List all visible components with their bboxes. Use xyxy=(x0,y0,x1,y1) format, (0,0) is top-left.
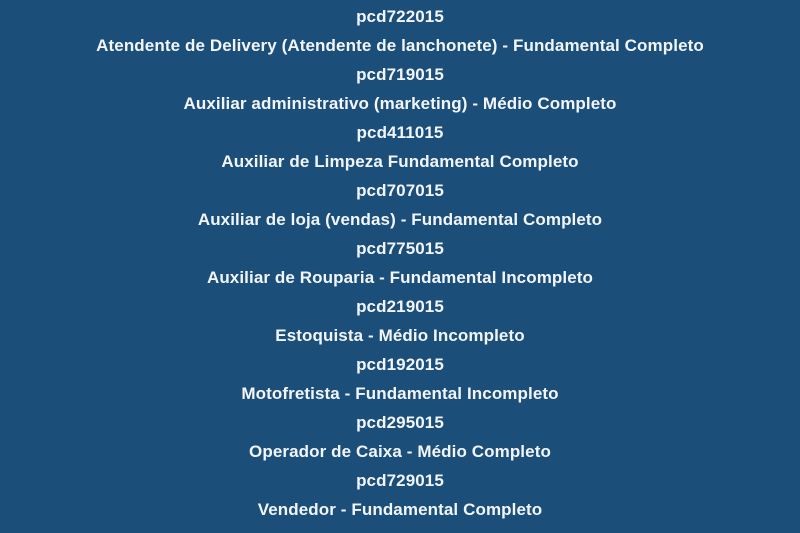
job-code: pcd775015 xyxy=(356,239,444,258)
job-code: pcd219015 xyxy=(356,297,444,316)
job-title: Estoquista - Médio Incompleto xyxy=(275,326,525,345)
job-code: pcd192015 xyxy=(356,355,444,374)
job-code: pcd411015 xyxy=(356,123,444,142)
job-title: Auxiliar de Limpeza Fundamental Completo xyxy=(221,152,579,171)
job-title: Auxiliar de Rouparia - Fundamental Incompleto xyxy=(206,268,594,287)
job-title: Atendente de Delivery (Atendente de lanchonete) - Fundamental Completo xyxy=(96,36,704,55)
job-code: pcd707015 xyxy=(356,181,444,200)
job-code: pcd729015 xyxy=(356,471,444,490)
job-title: Operador de Caixa - Médio Completo xyxy=(249,442,551,461)
job-title: Motofretista - Fundamental Incompleto xyxy=(241,384,559,403)
job-code: pcd295015 xyxy=(356,413,444,432)
job-code: pcd722015 xyxy=(356,7,444,26)
job-title: Vendedor - Fundamental Completo xyxy=(257,500,543,519)
job-title: Auxiliar de loja (vendas) - Fundamental Completo xyxy=(197,210,603,229)
job-code: pcd719015 xyxy=(356,65,444,84)
job-title: Auxiliar administrativo (marketing) - Médio Completo xyxy=(183,94,617,113)
